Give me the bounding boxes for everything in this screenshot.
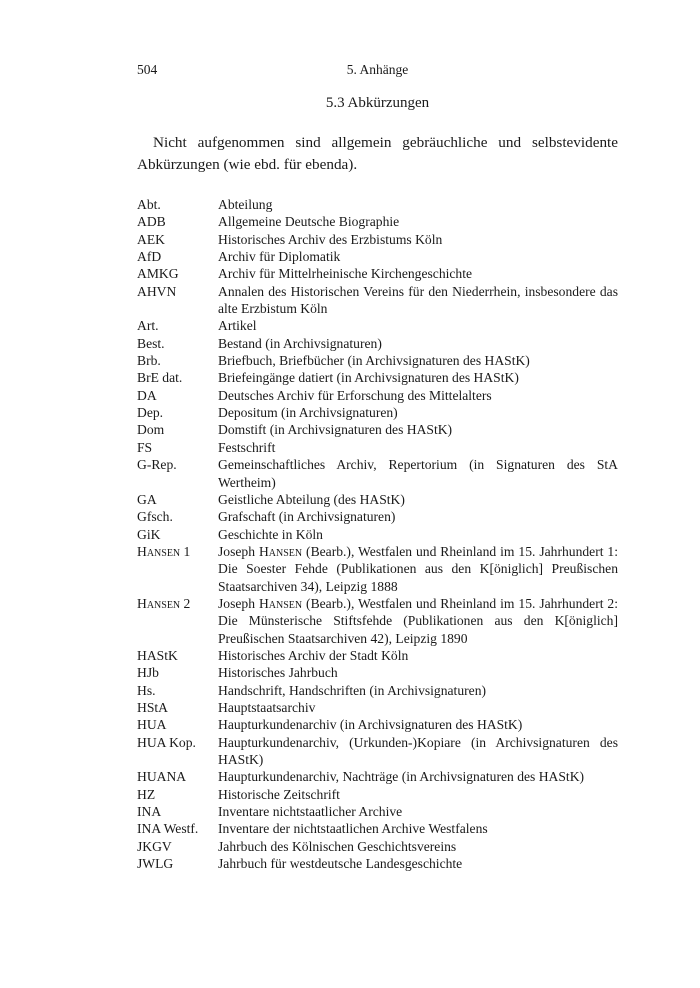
abbreviation-description: Historisches Archiv der Stadt Köln xyxy=(218,647,409,663)
abbreviation-term: Hs. xyxy=(137,682,156,698)
abbreviation-entry xyxy=(137,768,618,785)
abbreviation-term: JKGV xyxy=(137,838,172,854)
abbreviation-entry xyxy=(137,543,618,595)
abbreviation-term: HAStK xyxy=(137,647,178,663)
abbreviation-description: Historische Zeitschrift xyxy=(218,786,340,802)
abbreviation-entry xyxy=(137,803,618,820)
page-number: 504 xyxy=(137,62,158,77)
abbreviation-description: Joseph Hansen (Bearb.), Westfalen und Rheinland im 15. Jahrhundert 1: Die Soester Fehde (Publikationen aus den K[öniglich] Preußischen Staatsarchiven 34), Leipzig 1888 xyxy=(218,543,619,594)
abbreviation-term: Best. xyxy=(137,335,165,351)
abbreviation-term: GiK xyxy=(137,526,161,542)
abbreviation-term: HUA Kop. xyxy=(137,734,196,750)
abbreviation-description: Abteilung xyxy=(218,197,273,212)
abbreviation-entry xyxy=(137,595,618,647)
abbreviation-list xyxy=(137,196,618,872)
abbreviation-term: INA Westf. xyxy=(137,821,199,837)
abbreviation-entry xyxy=(137,283,618,318)
abbreviation-entry xyxy=(137,248,618,265)
abbreviation-entry xyxy=(137,820,618,837)
abbreviation-description: Inventare nichtstaatlicher Archive xyxy=(218,804,403,820)
author-name: Hansen xyxy=(258,543,303,559)
abbreviation-term: DA xyxy=(137,387,157,403)
abbreviation-description: Artikel xyxy=(218,318,257,334)
abbreviation-description: Jahrbuch für westdeutsche Landesgeschichte xyxy=(218,856,463,872)
abbreviation-description: Haupturkundenarchiv, Nachträge (in Archivsignaturen des HAStK) xyxy=(218,769,585,785)
abbreviation-entry xyxy=(137,699,618,716)
abbreviation-entry xyxy=(137,664,618,681)
abbreviation-description: Annalen des Historischen Vereins für den Niederrhein, insbesondere das alte Erzbistum Köln xyxy=(218,283,618,317)
abbreviation-term: GA xyxy=(137,491,157,507)
abbreviation-term: Dep. xyxy=(137,405,164,421)
abbreviation-description: Grafschaft (in Archivsignaturen) xyxy=(218,509,396,525)
section-title: 5.3 Abkürzungen xyxy=(325,95,430,111)
abbreviation-description: Allgemeine Deutsche Biographie xyxy=(218,214,400,230)
abbreviation-description: Deutsches Archiv für Erforschung des Mittelalters xyxy=(218,387,492,403)
abbreviation-entry xyxy=(137,682,618,699)
abbreviation-entry xyxy=(137,439,618,456)
abbreviation-entry xyxy=(137,838,618,855)
abbreviation-entry xyxy=(137,456,618,491)
abbreviation-entry xyxy=(137,404,618,421)
abbreviation-term: HZ xyxy=(137,786,156,802)
intro-paragraph: Nicht aufgenommen sind allgemein gebräuchliche und selbstevidente Abkürzungen (wie ebd. für ebenda). xyxy=(137,134,618,173)
abbreviation-term: AfD xyxy=(137,249,162,265)
abbreviation-description: Handschrift, Handschriften (in Archivsignaturen) xyxy=(218,682,487,698)
abbreviation-entry xyxy=(137,526,618,543)
abbreviation-term: JWLG xyxy=(137,856,174,872)
abbreviation-entry xyxy=(137,786,618,803)
abbreviation-entry xyxy=(137,508,618,525)
abbreviation-description: Inventare der nichtstaatlichen Archive Westfalens xyxy=(218,821,488,837)
abbreviation-entry xyxy=(137,265,618,282)
abbreviation-description: Historisches Archiv des Erzbistums Köln xyxy=(218,231,443,247)
abbreviation-term: G-Rep. xyxy=(137,457,177,473)
abbreviation-term: Hansen 2 xyxy=(137,595,191,611)
abbreviation-term: HUA xyxy=(137,717,167,733)
abbreviation-term: Hansen 1 xyxy=(137,543,191,559)
abbreviation-term: AHVN xyxy=(137,283,177,299)
abbreviation-entry xyxy=(137,734,618,769)
abbreviation-description: Gemeinschaftliches Archiv, Repertorium (in Signaturen des StA Wertheim) xyxy=(218,457,618,490)
abbreviation-entry xyxy=(137,647,618,664)
abbreviation-entry xyxy=(137,213,618,230)
abbreviation-description: Briefeingänge datiert (in Archivsignaturen des HAStK) xyxy=(218,370,519,386)
abbreviation-entry xyxy=(137,196,618,213)
running-head xyxy=(137,62,618,80)
abbreviation-description: Geistliche Abteilung (des HAStK) xyxy=(218,491,405,507)
abbreviation-description: Historisches Jahrbuch xyxy=(218,665,338,681)
abbreviation-term: Abt. xyxy=(137,197,161,212)
abbreviation-description: Bestand (in Archivsignaturen) xyxy=(218,335,382,351)
abbreviation-term: Art. xyxy=(137,318,159,334)
abbreviation-description: Domstift (in Archivsignaturen des HAStK) xyxy=(218,422,453,438)
abbreviation-term: Brb. xyxy=(137,353,161,369)
abbreviation-entry xyxy=(137,317,618,334)
abbreviation-description: Archiv für Mittelrheinische Kirchengeschichte xyxy=(218,266,473,282)
abbreviation-description: Briefbuch, Briefbücher (in Archivsignaturen des HAStK) xyxy=(218,353,530,369)
abbreviation-description: Haupturkundenarchiv, (Urkunden-)Kopiare (in Archivsignaturen des HAStK) xyxy=(218,734,618,767)
abbreviation-term: ADB xyxy=(137,214,166,230)
abbreviation-term: AMKG xyxy=(137,266,179,282)
abbreviation-entry xyxy=(137,352,618,369)
abbreviation-term: HStA xyxy=(137,699,168,715)
abbreviation-term: Gfsch. xyxy=(137,509,173,525)
abbreviation-entry xyxy=(137,855,618,872)
abbreviation-entry xyxy=(137,335,618,352)
abbreviation-term: HJb xyxy=(137,665,159,681)
abbreviation-term: Dom xyxy=(137,422,165,438)
abbreviation-description: Festschrift xyxy=(218,439,276,455)
abbreviation-term: INA xyxy=(137,804,162,820)
abbreviation-description: Archiv für Diplomatik xyxy=(218,249,341,265)
abbreviation-description: Hauptstaatsarchiv xyxy=(218,699,316,715)
abbreviation-description: Depositum (in Archivsignaturen) xyxy=(218,405,398,421)
abbreviation-term: AEK xyxy=(137,231,165,247)
abbreviation-entry xyxy=(137,369,618,386)
running-title: 5. Anhänge xyxy=(346,62,409,77)
abbreviation-term: FS xyxy=(137,439,153,455)
abbreviation-description: Geschichte in Köln xyxy=(218,526,323,542)
abbreviation-description: Jahrbuch des Kölnischen Geschichtsvereins xyxy=(218,838,457,854)
abbreviation-entry xyxy=(137,716,618,733)
abbreviation-description: Joseph Hansen (Bearb.), Westfalen und Rheinland im 15. Jahrhundert 2: Die Münsterische Stiftsfehde (Publikationen aus den K[öniglich] Preußischen Staatsarchiven 42), Leipzig 1890 xyxy=(218,595,619,646)
abbreviation-term: HUANA xyxy=(137,769,187,785)
abbreviation-description: Haupturkundenarchiv (in Archivsignaturen des HAStK) xyxy=(218,717,523,733)
abbreviation-term: BrE dat. xyxy=(137,370,183,386)
abbreviation-entry xyxy=(137,421,618,438)
abbreviation-entry xyxy=(137,231,618,248)
abbreviation-entry xyxy=(137,491,618,508)
abbreviation-entry xyxy=(137,387,618,404)
author-name: Hansen xyxy=(258,595,303,611)
